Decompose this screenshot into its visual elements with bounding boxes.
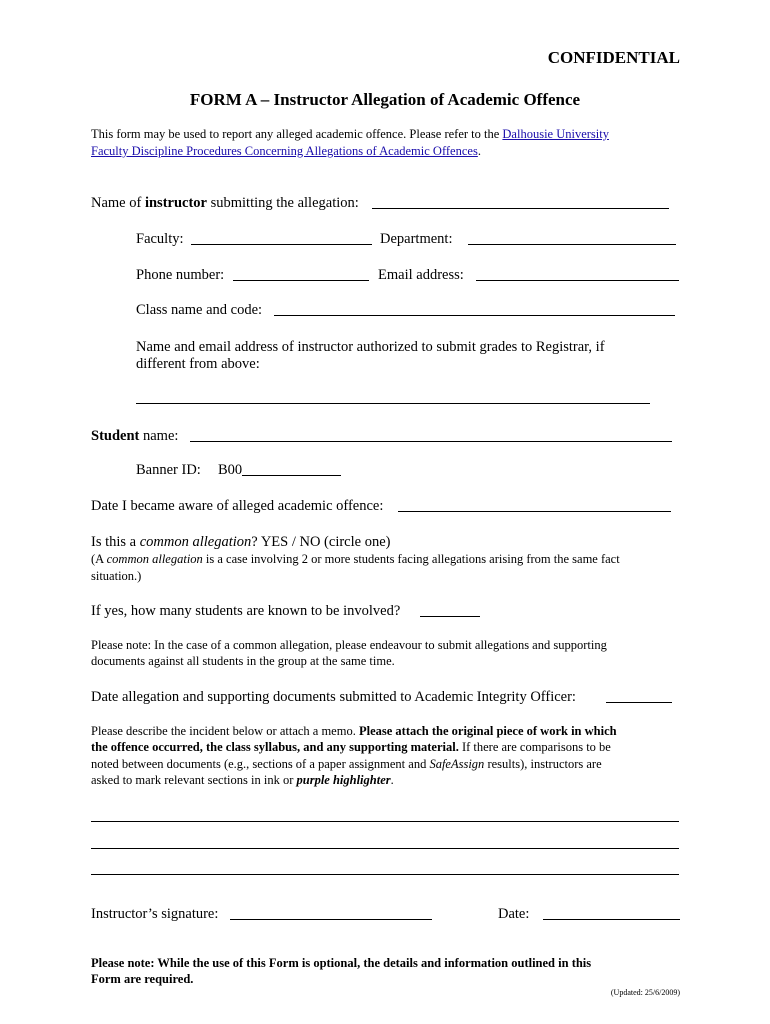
common-q-pre: Is this a (91, 534, 140, 550)
banner-prefix: B00 (218, 462, 243, 478)
footer-note-line-1: Please note: While the use of this Form is optional, the details and information outlined in this (91, 956, 592, 970)
confidential-label: CONFIDENTIAL (547, 48, 680, 67)
describe-l3-post: results), instructors are (484, 757, 602, 771)
authorized-field[interactable] (136, 403, 650, 404)
describe-l1-plain: Please describe the incident below or attach a memo. (91, 724, 359, 738)
describe-l3-italic: SafeAssign (429, 757, 485, 771)
banner-label: Banner ID: (136, 462, 201, 478)
phone-label: Phone number: (136, 267, 225, 283)
common-q-italic: common allegation (139, 534, 252, 550)
please-note-line-1: Please note: In the case of a common allegation, please endeavour to submit allegations and supporting (91, 638, 607, 652)
faculty-label: Faculty: (136, 231, 184, 247)
student-label-post: name: (139, 428, 179, 444)
intro-line-1 (91, 127, 609, 142)
signature-date-label: Date: (498, 906, 530, 922)
date-aware-field[interactable] (398, 511, 671, 512)
intro-period: . (477, 144, 481, 158)
form-title: FORM A – Instructor Allegation of Academic Offence (189, 90, 581, 109)
describe-l2-plain: If there are comparisons to be (458, 740, 611, 754)
class-label: Class name and code: (136, 302, 263, 318)
signature-date-field[interactable] (543, 919, 680, 920)
describe-l4-bolditalic: purple highlighter (296, 773, 391, 787)
describe-l3-pre: noted between documents (e.g., sections of a paper assignment and (91, 757, 430, 771)
description-line-2[interactable] (91, 848, 679, 849)
description-line-1[interactable] (91, 821, 679, 822)
faculty-field[interactable] (191, 244, 372, 245)
instructor-label-post: submitting the allegation: (206, 195, 359, 211)
email-field[interactable] (476, 280, 679, 281)
common-note-post: is a case involving 2 or more students facing allegations arising from the same fact (202, 552, 620, 566)
common-note-italic: common allegation (106, 552, 203, 566)
instructor-label-bold: instructor (144, 195, 207, 211)
student-label-bold: Student (91, 428, 140, 444)
procedures-link-part2[interactable]: Faculty Discipline Procedures Concerning Allegations of Academic Offences (91, 144, 478, 158)
procedures-link-part1[interactable]: Dalhousie University (502, 127, 609, 141)
student-name-label (91, 428, 178, 445)
common-note-pre: (A (91, 552, 107, 566)
footer-note-line-2: Form are required. (91, 972, 194, 986)
department-label: Department: (380, 231, 453, 247)
describe-line-3 (91, 757, 602, 772)
describe-line-4 (91, 773, 394, 788)
phone-field[interactable] (233, 280, 369, 281)
class-field[interactable] (274, 315, 675, 316)
date-aware-label: Date I became aware of alleged academic offence: (91, 498, 384, 514)
describe-line-2 (91, 740, 611, 755)
intro-text: This form may be used to report any alleged academic offence. Please refer to the (91, 127, 503, 141)
date-submitted-label: Date allegation and supporting documents submitted to Academic Integrity Officer: (91, 689, 576, 705)
department-field[interactable] (468, 244, 676, 245)
common-q-post: ? YES / NO (circle one) (251, 534, 391, 550)
signature-label: Instructor’s signature: (91, 906, 219, 922)
instructor-name-label (91, 195, 359, 212)
how-many-label: If yes, how many students are known to be involved? (91, 603, 401, 619)
common-allegation-question (91, 534, 390, 551)
common-note-line-2: situation.) (91, 569, 142, 583)
describe-l4-pre: asked to mark relevant sections in ink or (91, 773, 297, 787)
student-name-field[interactable] (190, 441, 672, 442)
date-submitted-field[interactable] (606, 702, 672, 703)
banner-field[interactable] (242, 475, 341, 476)
how-many-field[interactable] (420, 616, 480, 617)
signature-field[interactable] (230, 919, 432, 920)
description-line-3[interactable] (91, 874, 679, 875)
intro-line-2 (91, 144, 481, 159)
describe-l2-bold: the offence occurred, the class syllabus, and any supporting material. (91, 740, 459, 754)
authorized-line-1: Name and email address of instructor authorized to submit grades to Registrar, if (136, 339, 605, 355)
describe-l4-post: . (390, 773, 394, 787)
describe-l1-bold: Please attach the original piece of work in which (358, 724, 617, 738)
instructor-label-pre: Name of (91, 195, 145, 211)
common-note-line-1 (91, 552, 620, 567)
describe-line-1 (91, 724, 617, 739)
please-note-line-2: documents against all students in the group at the same time. (91, 654, 395, 668)
authorized-line-2: different from above: (136, 356, 260, 372)
email-label: Email address: (378, 267, 464, 283)
instructor-name-field[interactable] (372, 208, 669, 209)
updated-date: (Updated: 25/6/2009) (610, 988, 680, 997)
